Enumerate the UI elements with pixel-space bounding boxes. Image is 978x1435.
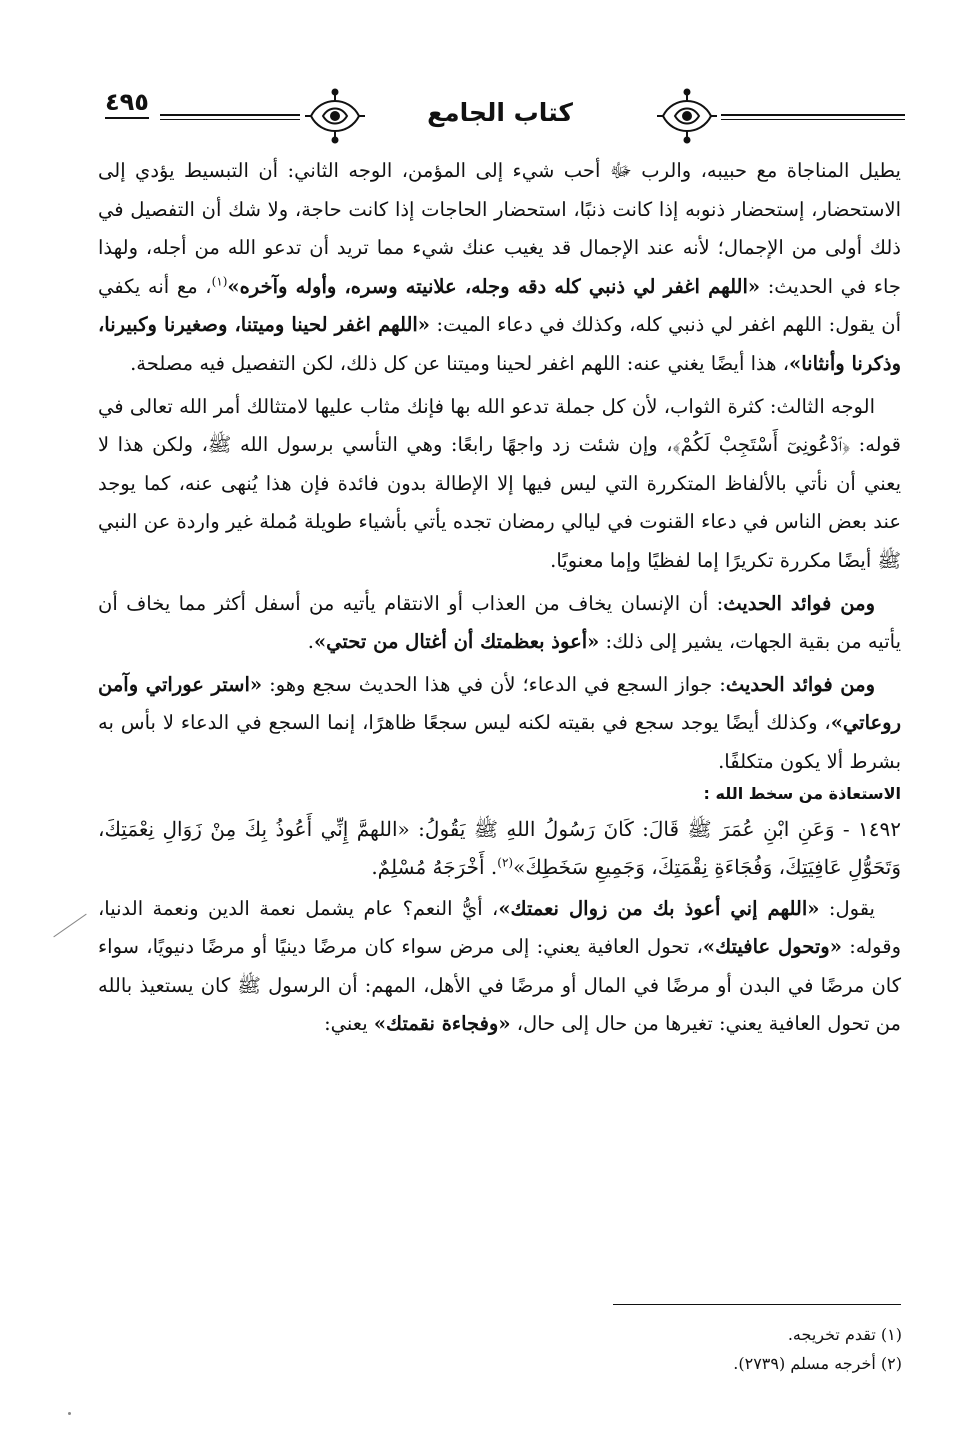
- text-span: .: [307, 630, 314, 654]
- scan-mark: [53, 914, 86, 938]
- bold-quote: «أعوذ بعظمتك أن أغتال من تحتي»: [313, 630, 600, 654]
- text-span: : أن الإنسان يخاف من العذاب أو الانتقام يأتيه من أسفل أكثر مما يخاف أن يأتيه من بقية الجهات، يشير إلى ذلك:: [98, 591, 901, 654]
- paragraph-2: [98, 388, 901, 581]
- text-span: ، وكذلك أيضًا يوجد سجع في بقيته لكنه ليس سجعًا ظاهرًا، إنما السجع في الدعاء لا بأس به بشرط ألا يكون متكلفًا.: [98, 711, 901, 773]
- text-span: ١٤٩٢ - وَعَنِ ابْنِ عُمَرَ ﷺ قَالَ: كَانَ رَسُولُ اللهِ ﷺ يَقُولُ: «اللهمَّ إِنِّي أَعُوذُ بِكَ مِنْ زَوَالِ نِعْمَتِكَ، وَتَحَوُّلِ عَافِيَتِكَ، وَفُجَاءَةِ نِقْمَتِكَ، وَجَمِيعِ سَخَطِكَ»: [98, 816, 901, 879]
- text-span: الوجه الثالث: كثرة الثواب، لأن كل جملة تدعو الله بها فإنك مثاب عليها لامتثالك أمر الله تعالى في قوله:: [98, 394, 902, 457]
- footnote-separator: [613, 1304, 901, 1305]
- page-body: [98, 152, 901, 1044]
- bold-quote: «اللهم اغفر لي ذنبي كله دقه وجله، علانيته وسره، وأوله وآخره»: [227, 274, 761, 298]
- text-span: يعني:: [324, 1012, 374, 1036]
- quran-verse: ﴿ٱدْعُونِىٓ أَسْتَجِبْ لَكُمْ﴾: [672, 433, 851, 457]
- bold-quote: «وتحول عافيتك»: [702, 935, 842, 959]
- text-span: ، أيُّ النعم؟ عام يشمل نعمة الدين ونعمة الدنيا، وقوله:: [98, 896, 901, 959]
- text-span: ، تحول العافية يعني: إلى مرض سواء كان مرضًا دينيًا أو مرضًا دنيويًا، سواء كان مرضًا في البدن أو مرضًا في المال أو مرضًا في الأهل، المهم: أن الرسول ﷺ كان يستعيذ بالله من تحول العافية يعني: تغيرها من حال إلى حال،: [98, 935, 901, 1036]
- paragraph-5: [98, 890, 901, 1044]
- bold-quote: «استر عوراتي وآمن روعاتي»: [98, 672, 901, 735]
- bold-quote: «اللهم اغفر لحينا وميتنا، وصغيرنا وكبيرنا، وذكرنا وأنثانا»: [98, 313, 901, 375]
- floral-ornament-icon: [303, 88, 367, 144]
- bold-lead: ومن فوائد الحديث: [725, 672, 875, 696]
- bold-quote: «وفجاءة نقمتك»: [373, 1012, 511, 1036]
- text-span: . أَخْرَجَهُ مُسْلِمٌ.: [371, 854, 498, 879]
- page-number: ٤٩٥: [105, 88, 149, 119]
- header-rule-right-thin: [721, 119, 905, 120]
- footnote-ref: (٢): [497, 854, 514, 869]
- paragraph-3: [98, 585, 901, 662]
- text-span: : جواز السجع في الدعاء؛ لأن في هذا الحديث سجع وهو:: [262, 672, 726, 696]
- footnote-1: (١) تقدم تخريجه.: [787, 1325, 902, 1344]
- header-rule-left: [160, 114, 300, 116]
- book-title: كتاب الجامع: [427, 98, 573, 127]
- text-span: ، هذا أيضًا يغني عنه: اللهم اغفر لحينا وميتنا عن كل ذلك، لكن التفصيل فيه مصلحة.: [130, 351, 790, 375]
- bold-lead: ومن فوائد الحديث: [723, 591, 875, 615]
- hadith-text: [98, 810, 901, 886]
- page-header: [95, 88, 905, 148]
- text-span: يطيل المناجاة مع حبيبه، والرب ﷻ أحب شيء إلى المؤمن، الوجه الثاني: أن التبسيط يؤدي إلى الاستحضار، إستحضار ذنوبه إذا كانت ذنبًا، استحضار الحاجات إذا كانت حاجة، ولا شك أن التفصيل في ذلك أولى من الإجمال؛ لأنه عند الإجمال قد يغيب عنك شيء مما تريد أن تدعو الله من أجله، ولهذا جاء في الحديث:: [98, 159, 901, 298]
- text-span: يقول:: [819, 896, 875, 920]
- scan-dot: [68, 1412, 71, 1415]
- header-rule-left-thin: [160, 119, 300, 120]
- text-span: ، مع أنه يكفي أن يقول: اللهم اغفر لي ذنبي كله، وكذلك في دعاء الميت:: [98, 274, 901, 337]
- text-span: ، وإن شئت زد واجهًا رابعًا: وهي التأسي برسول الله ﷺ، ولكن هذا لا يعني أن نأتي بالألفاظ المتكررة التي ليس فيها إلا الإطالة بدون فائدة فإن هذا يُنهى عنه، كما يوجد عند بعض الناس في دعاء القنوت في ليالي رمضان تجده يأتي بأشياء طويلة مُملة غير واردة عن النبي ﷺ أيضًا مكررة تكريرًا إما لفظيًا وإما معنويًا.: [98, 433, 901, 572]
- section-heading: الاستعاذة من سخط الله :: [703, 783, 901, 803]
- footnotes: [500, 1320, 902, 1378]
- footnote-ref: (١): [211, 274, 228, 289]
- floral-ornament-icon: [655, 88, 719, 144]
- bold-quote: «اللهم إني أعوذ بك من زوال نعمتك»: [498, 896, 820, 920]
- paragraph-4: [98, 666, 901, 782]
- footnote-2: (٢) أخرجه مسلم (٢٧٣٩).: [733, 1354, 902, 1373]
- header-rule-right: [721, 114, 905, 116]
- paragraph-1: [98, 152, 901, 384]
